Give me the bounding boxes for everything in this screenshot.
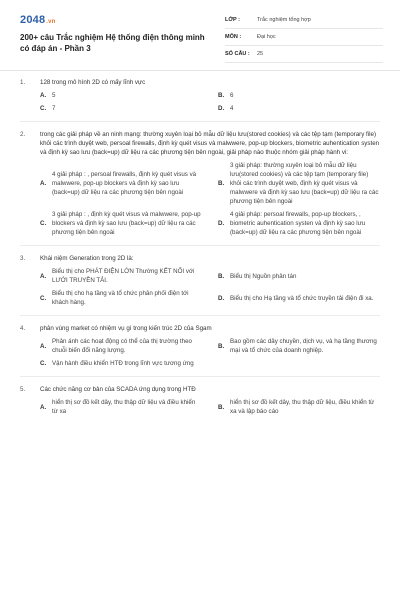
option-label: A. (40, 272, 47, 280)
option-c[interactable] (40, 359, 202, 368)
option-text: 4 giải pháp: persoal firewalls, pop-up blockers, , biometric auhentication systen và định kỳ sao lưu (back=up) dữ liệu ra các phương tiện bên ngoài (230, 211, 366, 236)
option-b[interactable] (218, 337, 380, 355)
question-item (20, 78, 380, 113)
option-label: B. (218, 92, 225, 99)
meta-key: SỐ CÂU : (225, 51, 250, 57)
question-number: 4. (20, 325, 26, 332)
option-text: Biểu thị cho Hạ tầng và tổ chức truyền tải điện đi xa. (230, 294, 374, 302)
option-list (40, 398, 380, 416)
option-a[interactable] (40, 91, 202, 100)
option-text: 4 (230, 105, 234, 112)
question-list (20, 78, 380, 416)
option-c[interactable] (40, 210, 202, 237)
option-b[interactable] (218, 161, 380, 206)
option-b[interactable] (218, 267, 380, 285)
option-label: C. (40, 220, 47, 227)
meta-value: Đại học (257, 34, 276, 40)
meta-key: MÔN : (225, 34, 242, 40)
option-text: 6 (230, 92, 234, 99)
option-text: hiển thị sơ đồ kết dây, thu thập dữ liệu và điều khiển từ xa (52, 399, 196, 415)
question-number: 1. (20, 79, 26, 86)
page-header (0, 0, 400, 71)
logo-suffix: .vn (46, 19, 56, 25)
divider (20, 315, 380, 316)
option-label: A. (40, 180, 47, 187)
meta-table (225, 12, 383, 63)
question-text: trong các giải pháp về an ninh mạng: thường xuyên loại bỏ mẫu dữ liệu lưu(stored cookies) và các tệp tạm (temporary file) khỏi các trình duyệt web, persoal firewalls, định kỳ quét visus và malwwere, pop-up blockers, biometric auhentication systen và định kỳ sao lưu (back=up) dữ liệu ra các phương tiện bên ngoài, giải pháp nào thuộc nhóm giải pháp hành vi: (40, 131, 380, 156)
question-number: 3. (20, 255, 26, 262)
option-c[interactable] (40, 289, 202, 307)
option-label: A. (40, 342, 47, 350)
divider (20, 121, 380, 122)
option-a[interactable] (40, 161, 202, 206)
question-text: 128 trong mô hình 2D có mấy lĩnh vực (40, 79, 146, 86)
question-text: phân vùng market có nhiệm vụ gì trong kiến trúc 2D của Sgam (40, 325, 212, 332)
option-d[interactable] (218, 104, 380, 113)
option-text: 3 giải pháp: thường xuyên loại bỏ mẫu dữ liệu lưu(stored cookies) và các tệp tạm (temporary file) khỏi các trình duyệt web, định kỳ quét visus và malwwere và định kỳ sao lưu (back=up) dữ liệu ra các phương tiện bên ngoài (230, 162, 379, 205)
option-text: 4 giải pháp : , persoal firewalls, định kỳ quét visus và malwwere, pop-up blockers và định kỳ sao lưu (back=up) dữ liệu ra các phương tiện bên ngoài (52, 171, 197, 196)
option-label: C. (40, 105, 47, 112)
option-b[interactable] (218, 398, 380, 416)
logo-main: 2048 (20, 14, 46, 26)
divider (20, 376, 380, 377)
option-c[interactable] (40, 104, 202, 113)
meta-value: 25 (257, 51, 264, 57)
meta-row-subject (225, 29, 383, 46)
option-d[interactable] (218, 210, 380, 237)
option-text: Biểu thị cho hạ tầng và tổ chức phân phối điện tới khách hàng. (52, 290, 189, 306)
question-item (20, 130, 380, 237)
option-label: C. (40, 294, 47, 302)
option-label: D. (218, 294, 225, 302)
option-text: Biểu thị cho PHÁT ĐIỆN LỚN Thường KẾT NỐI với LƯỚI TRUYỀN TẢI. (52, 268, 195, 284)
option-text: 3 giải pháp : , định kỳ quét visus và malwwere, pop-up blockers và định kỳ sao lưu (back=up) dữ liệu ra các phương tiện bên ngoài (52, 211, 201, 236)
question-item (20, 385, 380, 416)
option-label: B. (218, 180, 225, 187)
option-label: D. (218, 105, 225, 112)
meta-row-class (225, 12, 383, 29)
option-text: hiển thị sơ đồ kết dây, thu thập dữ liệu, điều khiển từ xa và lập báo cáo (230, 399, 375, 415)
option-text: Phản ánh các hoạt động có thể của thị trường theo chuỗi biến đổi năng lượng. (52, 338, 192, 354)
option-label: B. (218, 272, 225, 280)
option-b[interactable] (218, 91, 380, 100)
question-text: Các chức năng cơ bản của SCADA ứng dụng trong HTĐ (40, 386, 196, 393)
option-label: B. (218, 342, 225, 350)
question-number: 2. (20, 131, 26, 138)
option-label: B. (218, 403, 225, 411)
meta-key: LỚP : (225, 17, 240, 23)
option-list (40, 161, 380, 237)
question-item (20, 324, 380, 368)
site-logo[interactable] (20, 14, 56, 26)
page-title: 200+ câu Trắc nghiệm Hệ thống điện thông minh có đáp án - Phần 3 (20, 33, 205, 53)
option-a[interactable] (40, 337, 202, 355)
option-list (40, 337, 380, 368)
option-label: A. (40, 403, 47, 411)
question-number: 5. (20, 386, 26, 393)
option-a[interactable] (40, 267, 202, 285)
option-text: Vận hành điều khiển HTĐ trong lĩnh vực tương ứng (52, 360, 194, 367)
option-d[interactable] (218, 289, 380, 307)
option-text: Bao gồm các dây chuyền, dịch vụ, và hạ tầng thương mại và tổ chức của doanh nghiệp. (230, 338, 377, 354)
option-list (40, 91, 380, 113)
question-item (20, 254, 380, 307)
option-text: 7 (52, 105, 56, 112)
option-label: D. (218, 220, 225, 227)
option-text: 5 (52, 92, 56, 99)
divider (20, 245, 380, 246)
meta-row-count (225, 46, 383, 63)
option-label: A. (40, 92, 47, 99)
option-list (40, 267, 380, 307)
option-label: C. (40, 360, 47, 367)
meta-value: Trắc nghiệm tổng hợp (257, 17, 311, 23)
option-a[interactable] (40, 398, 202, 416)
question-text: Khái niệm Generation trong 2D là: (40, 255, 134, 262)
option-text: Biểu thị Nguồn phân tán (230, 272, 297, 280)
